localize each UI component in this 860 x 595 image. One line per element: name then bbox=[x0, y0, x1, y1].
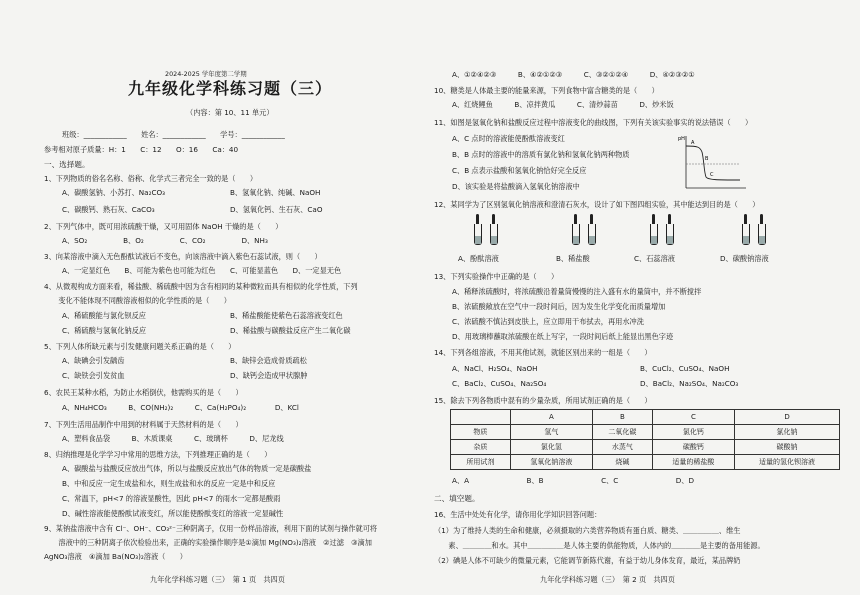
point-b-label: B bbox=[705, 156, 709, 162]
ph-curve-graph bbox=[678, 132, 748, 192]
q7-options: A、塑料食品袋 B、木质课桌 C、玻璃杯 D、尼龙线 bbox=[62, 434, 284, 443]
question-8: 8、归纳推理是化学学习中常用的思维方法，下列推理正确的是（ ） bbox=[44, 450, 272, 459]
question-14: 14、下列各组溶液，不用其他试剂，就能区别出来的一组是（ ） bbox=[434, 348, 652, 357]
q4-option-d: D、稀盐酸与碳酸盐反应产生二氧化碳 bbox=[230, 326, 351, 335]
q6-options: A、NH₄HCO₃ B、CO(NH₂)₂ C、Ca(H₂PO₄)₂ D、KCl bbox=[62, 403, 299, 412]
q1-option-d: D、氢氧化钙、生石灰、CaO bbox=[230, 205, 323, 214]
q16-part-1: （1）为了维持人类的生命和健康，必须摄取的六类营养物质有蛋白质、糖类、＿＿＿＿＿、维生 bbox=[434, 526, 741, 535]
test-tube-set-b bbox=[570, 214, 610, 250]
q10-options: A、红烧鲤鱼 B、凉拌黄瓜 C、清炒蒜苗 D、炒米饭 bbox=[452, 100, 674, 109]
school-year: 2024-2025 学年度第二学期 bbox=[165, 70, 247, 78]
question-4-cont: 变化不能体现不同酸溶液相似的化学性质的是（ ） bbox=[44, 296, 231, 305]
question-9: 9、某钠盐溶液中含有 Cl⁻、OH⁻、CO₃²⁻三种阴离子，仅用一份样品溶液，利用下面的试剂与操作就可将 bbox=[44, 524, 378, 533]
q14-option-a: A、NaCl、H₂SO₄、NaOH bbox=[452, 364, 538, 373]
q14-option-d: D、BaCl₂、Na₂SO₄、Na₂CO₃ bbox=[640, 379, 739, 388]
q2-options: A、SO₂ B、O₂ C、CO₂ D、NH₃ bbox=[62, 236, 268, 245]
table-cell: 氯化钠 bbox=[735, 425, 840, 440]
q5-option-a: A、缺碘会引发龋齿 bbox=[62, 356, 125, 365]
table-cell: 适量的稀盐酸 bbox=[652, 455, 734, 470]
q13-option-c: C、浓硫酸不慎沾到皮肤上，应立即用干布拭去，再用水冲洗 bbox=[452, 317, 644, 326]
q11-option-b: B、B 点时的溶液中的溶质有氯化钠和氢氧化钠两种物质 bbox=[452, 150, 630, 159]
page-title: 九年级化学科练习题（三） bbox=[128, 79, 333, 98]
q8-option-c: C、常温下，pH<7 的溶液显酸性，因此 pH<7 的雨水一定都是酸雨 bbox=[62, 494, 281, 503]
table-cell: 水蒸气 bbox=[593, 440, 653, 455]
table-header-row bbox=[451, 410, 840, 425]
q16-part-1-cont: 素、＿＿＿＿和水。其中＿＿＿＿＿是人体主要的供能物质，人体内的＿＿＿＿是主要的备用能源。 bbox=[434, 541, 765, 550]
q15-table bbox=[450, 409, 840, 470]
table-cell: A bbox=[510, 410, 592, 425]
q5-option-d: D、缺钙会造成甲状腺肿 bbox=[230, 371, 308, 380]
q12-option-d: D、碳酸钠溶液 bbox=[720, 254, 769, 263]
point-a-label: A bbox=[691, 140, 695, 146]
q12-option-c: C、石蕊溶液 bbox=[634, 254, 675, 263]
q8-option-a: A、碳酸盐与盐酸反应放出气体，所以与盐酸反应放出气体的物质一定是碳酸盐 bbox=[62, 464, 312, 473]
table-row bbox=[451, 455, 840, 470]
q4-option-c: C、稀硫酸与氢氧化钠反应 bbox=[62, 326, 147, 335]
table-cell: 杂质 bbox=[451, 440, 511, 455]
q14-option-c: C、BaCl₂、CuSO₄、Na₂SO₄ bbox=[452, 379, 547, 388]
table-cell: 物质 bbox=[451, 425, 511, 440]
question-7: 7、下列生活用品制作中用到的材料属于天然材料的是（ ） bbox=[44, 420, 243, 429]
question-9-cont: 溶液中的三种阴离子依次检验出来，正确的实验操作顺序是①滴加 Mg(NO₃)₂溶液 ②过滤 ③滴加 bbox=[44, 538, 372, 547]
question-1: 1、下列物质的俗名名称、俗称、化学式三者完全一致的是（ ） bbox=[44, 174, 258, 183]
question-10: 10、糖类是人体最主要的能量来源，下列食物中富含糖类的是（ ） bbox=[434, 86, 659, 95]
q12-option-a: A、酚酞溶液 bbox=[458, 254, 499, 263]
q9-options: A、①②④②③ B、④②①②③ C、③②①②④ D、④②③②① bbox=[452, 70, 695, 79]
q11-option-c: C、B 点表示盐酸和氢氧化钠恰好完全反应 bbox=[452, 166, 587, 175]
table-cell: 二氧化碳 bbox=[593, 425, 653, 440]
q14-option-b: B、CuCl₂、CuSO₄、NaOH bbox=[640, 364, 730, 373]
q5-option-b: B、缺锌会造成骨质疏松 bbox=[230, 356, 307, 365]
q8-option-b: B、中和反应一定生成盐和水，则生成盐和水的反应一定是中和反应 bbox=[62, 479, 276, 488]
table-cell: 氯化氢 bbox=[510, 440, 592, 455]
student-info-line: 班级：____________ 姓名：____________ 学号：____________ bbox=[62, 130, 285, 139]
question-11: 11、如图是氢氧化钠和盐酸反应过程中溶液变化的曲线图，下列有关该实验事实的说法错误（ ） bbox=[434, 118, 753, 127]
question-9-cont2: AgNO₃溶液 ④滴加 Ba(NO₃)₂溶液（ ） bbox=[44, 552, 187, 561]
table-cell bbox=[451, 410, 511, 425]
q1-option-b: B、氢氧化钠、纯碱、NaOH bbox=[230, 188, 321, 197]
q5-option-c: C、缺铁会引发贫血 bbox=[62, 371, 125, 380]
page-right bbox=[430, 0, 860, 595]
q13-option-d: D、用玻璃棒蘸取浓硫酸在纸上写字，一段时间后纸上能显出黑色字迹 bbox=[452, 332, 674, 341]
q12-option-b: B、稀盐酸 bbox=[556, 254, 590, 263]
table-cell: 氢气 bbox=[510, 425, 592, 440]
table-cell: 烧碱 bbox=[593, 455, 653, 470]
content-scope: （内容：第 10、11 单元） bbox=[186, 108, 274, 117]
question-4: 4、从微观构成方面来看，稀盐酸、稀硫酸中因为含有相同的某种微粒而具有相似的化学性质，下列 bbox=[44, 282, 358, 291]
ph-axis-label: pH bbox=[678, 136, 685, 142]
table-cell: B bbox=[593, 410, 653, 425]
section-heading-2: 二、填空题。 bbox=[434, 494, 480, 503]
section-heading: 一、选择题。 bbox=[44, 160, 90, 169]
question-2: 2、下列气体中，既可用浓硫酸干燥，又可用固体 NaOH 干燥的是（ ） bbox=[44, 222, 283, 231]
question-12: 12、某同学为了区别氢氧化钠溶液和澄清石灰水，设计了如下图四组实验，其中能达到目的是（ ） bbox=[434, 200, 760, 209]
point-c-label: C bbox=[710, 172, 714, 178]
table-cell: 适量的氢化钡溶液 bbox=[735, 455, 840, 470]
question-3: 3、向某溶液中滴入无色酚酞试液后不变色，向该溶液中滴入紫色石蕊试液，则（ ） bbox=[44, 252, 322, 261]
table-cell: 所用试剂 bbox=[451, 455, 511, 470]
test-tube-set-c bbox=[648, 214, 688, 250]
q13-option-a: A、稀释浓硫酸时，将浓硫酸沿着量筒慢慢的注入盛有水的量筒中，并不断搅拌 bbox=[452, 287, 702, 296]
q4-option-b: B、稀盐酸能使紫色石蕊溶液变红色 bbox=[230, 311, 343, 320]
q3-options: A、一定显红色 B、可能为紫色也可能为红色 C、可能显蓝色 D、一定显无色 bbox=[62, 266, 342, 275]
q11-option-d: D、该实验是将盐酸滴入氢氧化钠溶液中 bbox=[452, 182, 580, 191]
table-cell: 碳酸钠 bbox=[735, 440, 840, 455]
table-cell: 氯化钙 bbox=[652, 425, 734, 440]
question-13: 13、下列实验操作中正确的是（ ） bbox=[434, 272, 559, 281]
atomic-mass-line: 参考相对原子质量：H：1 C：12 O：16 Ca：40 bbox=[44, 145, 239, 154]
q15-options: A、A B、B C、C D、D bbox=[452, 476, 695, 485]
table-cell: D bbox=[735, 410, 840, 425]
table-cell: 碳酸钙 bbox=[652, 440, 734, 455]
question-16: 16、生活中处处有化学，请你用化学知识回答问题： bbox=[434, 510, 602, 519]
question-5: 5、下列人体所缺元素与引发健康问题关系正确的是（ ） bbox=[44, 342, 236, 351]
page-footer: 九年化学科练习题（三） 第 2 页 共四页 bbox=[540, 575, 675, 584]
table-cell: 氢氧化钠溶液 bbox=[510, 455, 592, 470]
q4-option-a: A、稀硫酸能与氯化钡反应 bbox=[62, 311, 146, 320]
table-cell: C bbox=[652, 410, 734, 425]
table-row bbox=[451, 440, 840, 455]
page-footer: 九年化学科练习题（三） 第 1 页 共四页 bbox=[150, 575, 285, 584]
question-6: 6、农民王某种水稻，为防止水稻倒伏，他需购买的是（ ） bbox=[44, 388, 243, 397]
test-tube-set-a bbox=[472, 214, 512, 250]
table-row bbox=[451, 425, 840, 440]
q1-option-c: C、碳酸钙、熟石灰、CaCO₃ bbox=[62, 205, 155, 214]
test-tube-set-d bbox=[740, 214, 780, 250]
question-15: 15、除去下列各物质中混有的少量杂质，所用试剂正确的是（ ） bbox=[434, 396, 652, 405]
q11-option-a: A、C 点时的溶液能使酚酞溶液变红 bbox=[452, 134, 565, 143]
q16-part-2: （2）碘是人体不可缺少的微量元素，它能调节新陈代谢，有益于幼儿身体发育，最近，某品牌奶 bbox=[434, 556, 741, 565]
q8-option-d: D、碱性溶液能使酚酞试液变红，所以能使酚酞变红的溶液一定显碱性 bbox=[62, 509, 284, 518]
q13-option-b: B、浓硫酸敞放在空气中一段时间后，因为发生化学变化而质量增加 bbox=[452, 302, 666, 311]
q1-option-a: A、碳酸氢钠、小苏打、Na₂CO₃ bbox=[62, 188, 166, 197]
